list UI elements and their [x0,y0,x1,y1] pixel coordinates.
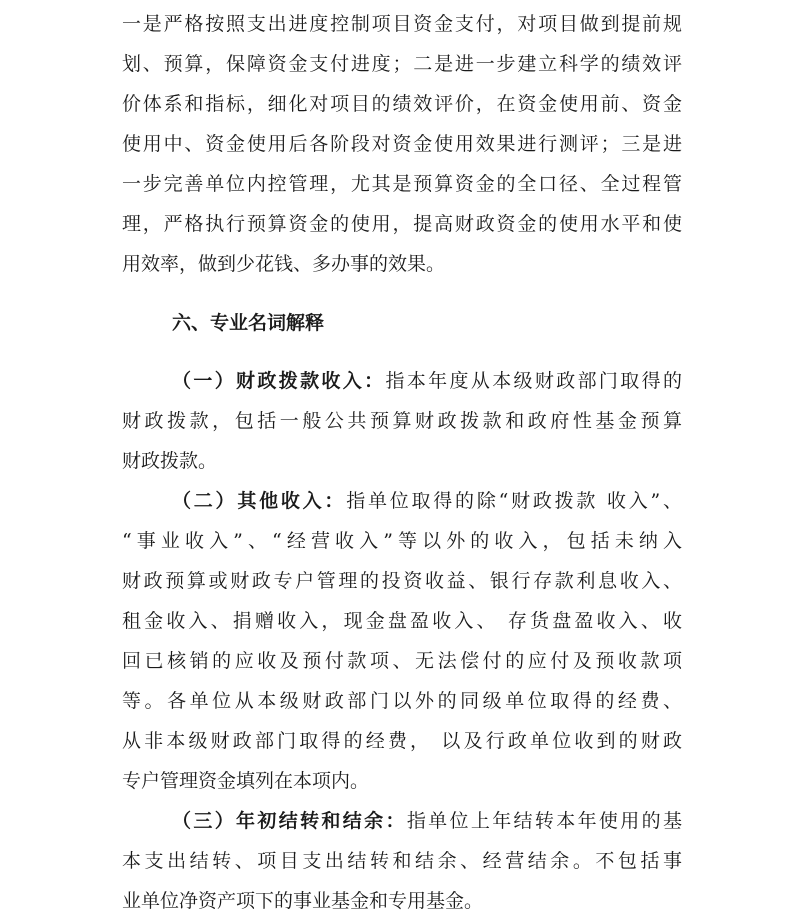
term-definition-start: 指单位取得的除“财政拨款 收入”、 [346,490,682,512]
paragraph-line: 等。各单位从本级财政部门以外的同级单位取得的经费、 [122,690,682,712]
term-definition-start: 指本年度从本级财政部门取得的 [385,370,682,392]
paragraph-line: 专户管理资金填列在本项内。 [122,770,370,792]
paragraph-line: 划、预算，保障资金支付进度；二是进一步建立科学的绩效评 [122,53,682,75]
paragraph-line: 财政拨款，包括一般公共预算财政拨款和政府性基金预算 [122,410,682,432]
paragraph-line: 用效率，做到少花钱、多办事的效果。 [122,253,446,275]
term-label: （二）其他收入： [172,490,347,512]
paragraph-line: “事业收入”、“经营收入”等以外的收入，包括未纳入 [122,530,682,552]
term-label: （一）财政拨款收入： [172,370,386,392]
paragraph-line: 一是严格按照支出进度控制项目资金支付，对项目做到提前规 [122,13,682,35]
term-first-line [172,807,682,835]
paragraph-line: 本支出结转、项目支出结转和结余、经营结余。不包括事 [122,850,682,872]
paragraph-line: 财政预算或财政专户管理的投资收益、银行存款利息收入、 [122,570,682,592]
term-first-line [172,367,682,395]
term-definition-start: 指单位上年结转本年使用的基 [406,810,682,832]
paragraph-line: 价体系和指标，细化对项目的绩效评价，在资金使用前、资金 [122,93,682,115]
term-label: （三）年初结转和结余： [172,810,407,832]
paragraph-line: 使用中、资金使用后各阶段对资金使用效果进行测评；三是进 [122,133,682,155]
paragraph-line: 租金收入、捐赠收入，现金盘盈收入、 存货盘盈收入、收 [122,610,682,632]
paragraph-line: 回已核销的应收及预付款项、无法偿付的应付及预收款项 [122,650,682,672]
section-heading: 六、专业名词解释 [172,312,325,334]
paragraph-line: 一步完善单位内控管理，尤其是预算资金的全口径、全过程管 [122,173,682,195]
term-first-line [172,487,682,515]
paragraph-line: 财政拨款。 [122,450,218,472]
paragraph-line: 理，严格执行预算资金的使用，提高财政资金的使用水平和使 [122,213,682,235]
paragraph-line: 从非本级财政部门取得的经费， 以及行政单位收到的财政 [122,730,682,752]
paragraph-line: 业单位净资产项下的事业基金和专用基金。 [122,890,484,912]
